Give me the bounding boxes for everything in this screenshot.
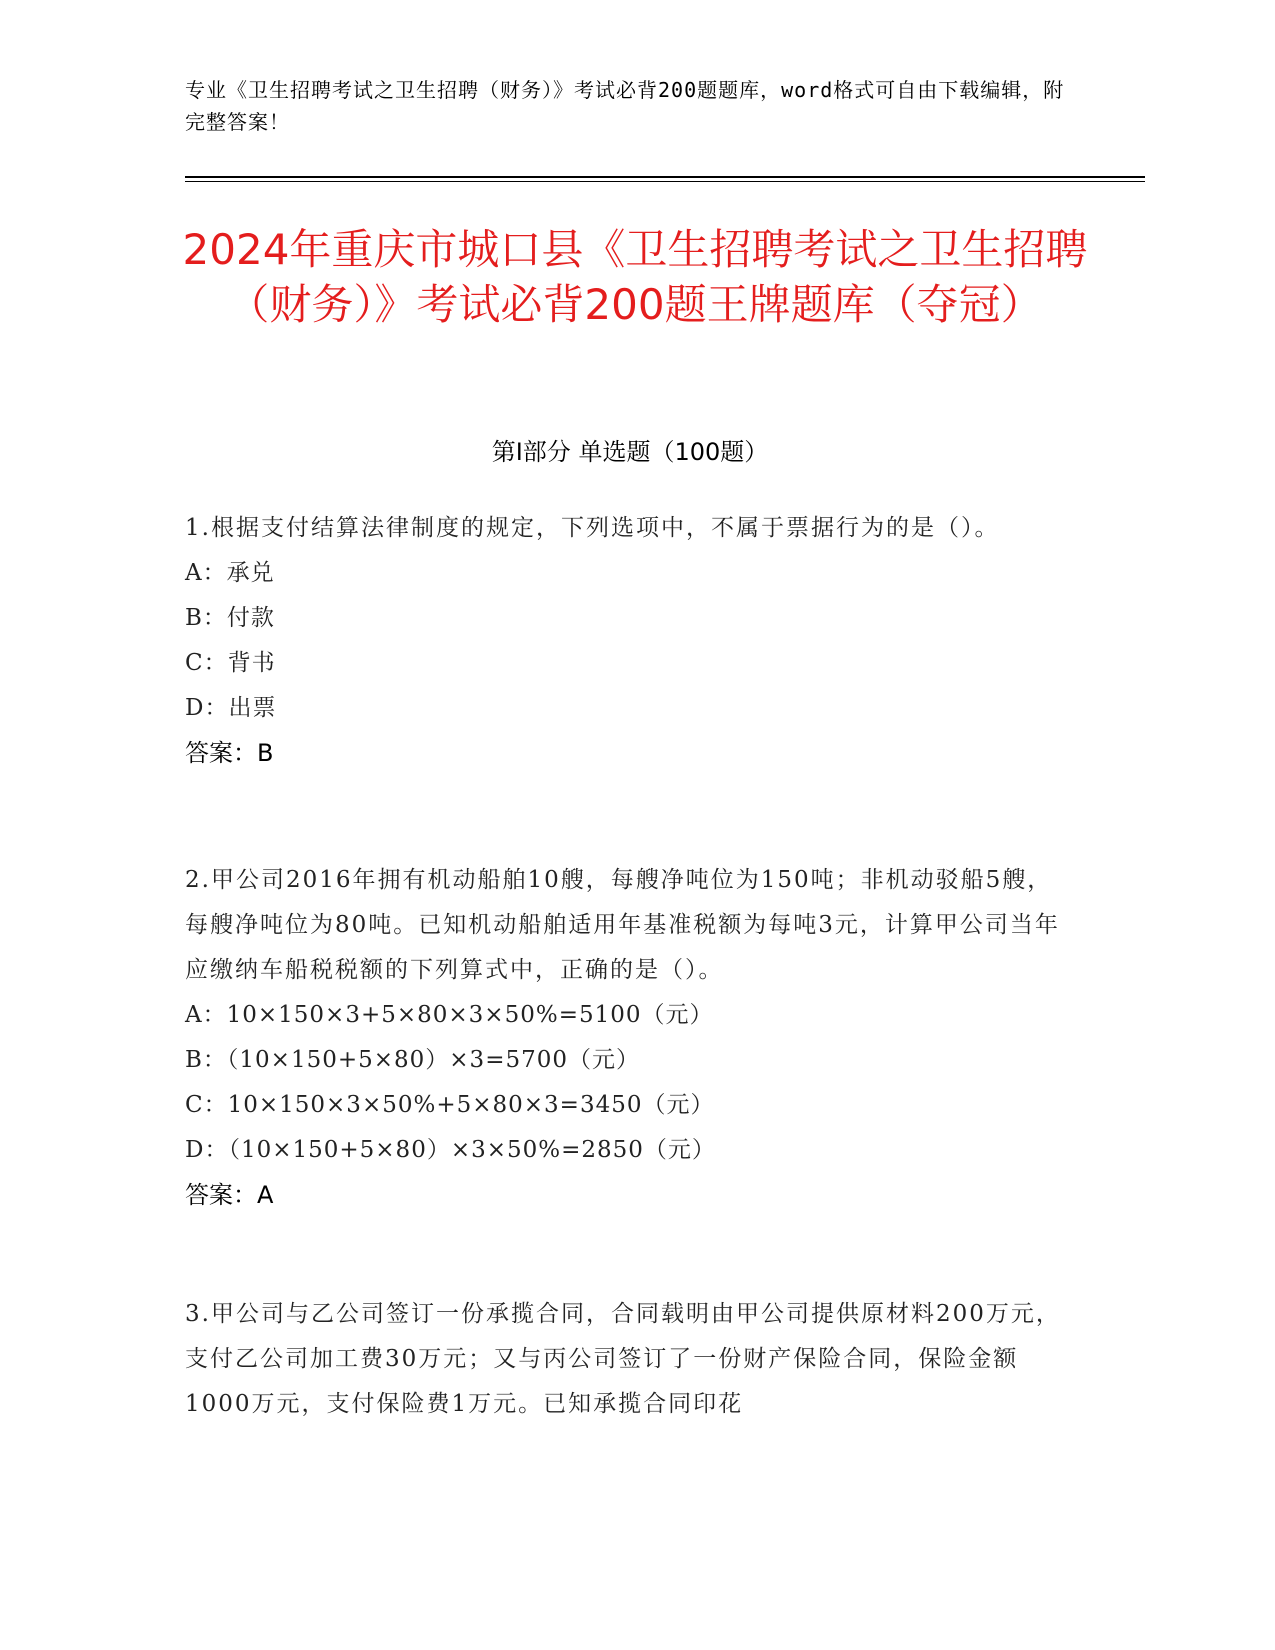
option-b: B：付款 <box>185 605 275 631</box>
option-a: A：10×150×3+5×80×3×50%=5100（元） <box>185 1002 714 1028</box>
header-note: 专业《卫生招聘考试之卫生招聘（财务）》考试必背200题题库，word格式可自由下载编辑，附完整答案！ <box>185 78 1065 134</box>
answer: 答案：B <box>185 739 274 767</box>
option-c: C：10×150×3×50%+5×80×3=3450（元） <box>185 1092 715 1118</box>
option-d: D：（10×150+5×80）×3×50%=2850（元） <box>185 1137 716 1163</box>
question-text: 3.甲公司与乙公司签订一份承揽合同，合同载明由甲公司提供原材料200万元，支付乙公司加工费30万元；又与丙公司签订了一份财产保险合同，保险金额1000万元，支付保险费1万元。已知承揽合同印花 <box>185 1301 1061 1417</box>
option-b: B：（10×150+5×80）×3=5700（元） <box>185 1047 640 1073</box>
section-heading: 第Ⅰ部分 单选题（100题） <box>491 438 769 466</box>
question-1 <box>185 506 1075 776</box>
question-text: 1.根据支付结算法律制度的规定，下列选项中，不属于票据行为的是（）。 <box>185 515 1000 541</box>
option-d: D：出票 <box>185 695 277 721</box>
question-3 <box>185 1292 1075 1427</box>
header-divider-thin <box>185 181 1145 182</box>
question-text: 2.甲公司2016年拥有机动船舶10艘，每艘净吨位为150吨；非机动驳船5艘，每艘净吨位为80吨。已知机动船舶适用年基准税额为每吨3元，计算甲公司当年应缴纳车船税税额的下列算式中，正确的是（）。 <box>185 867 1060 983</box>
document-title: 2024年重庆市城口县《卫生招聘考试之卫生招聘（财务）》考试必背200题王牌题库（夺冠） <box>182 225 1088 329</box>
answer: 答案：A <box>185 1181 274 1209</box>
option-a: A：承兑 <box>185 560 275 586</box>
option-c: C：背书 <box>185 650 276 676</box>
header-divider-thick <box>185 176 1145 178</box>
question-2 <box>185 858 1075 1218</box>
